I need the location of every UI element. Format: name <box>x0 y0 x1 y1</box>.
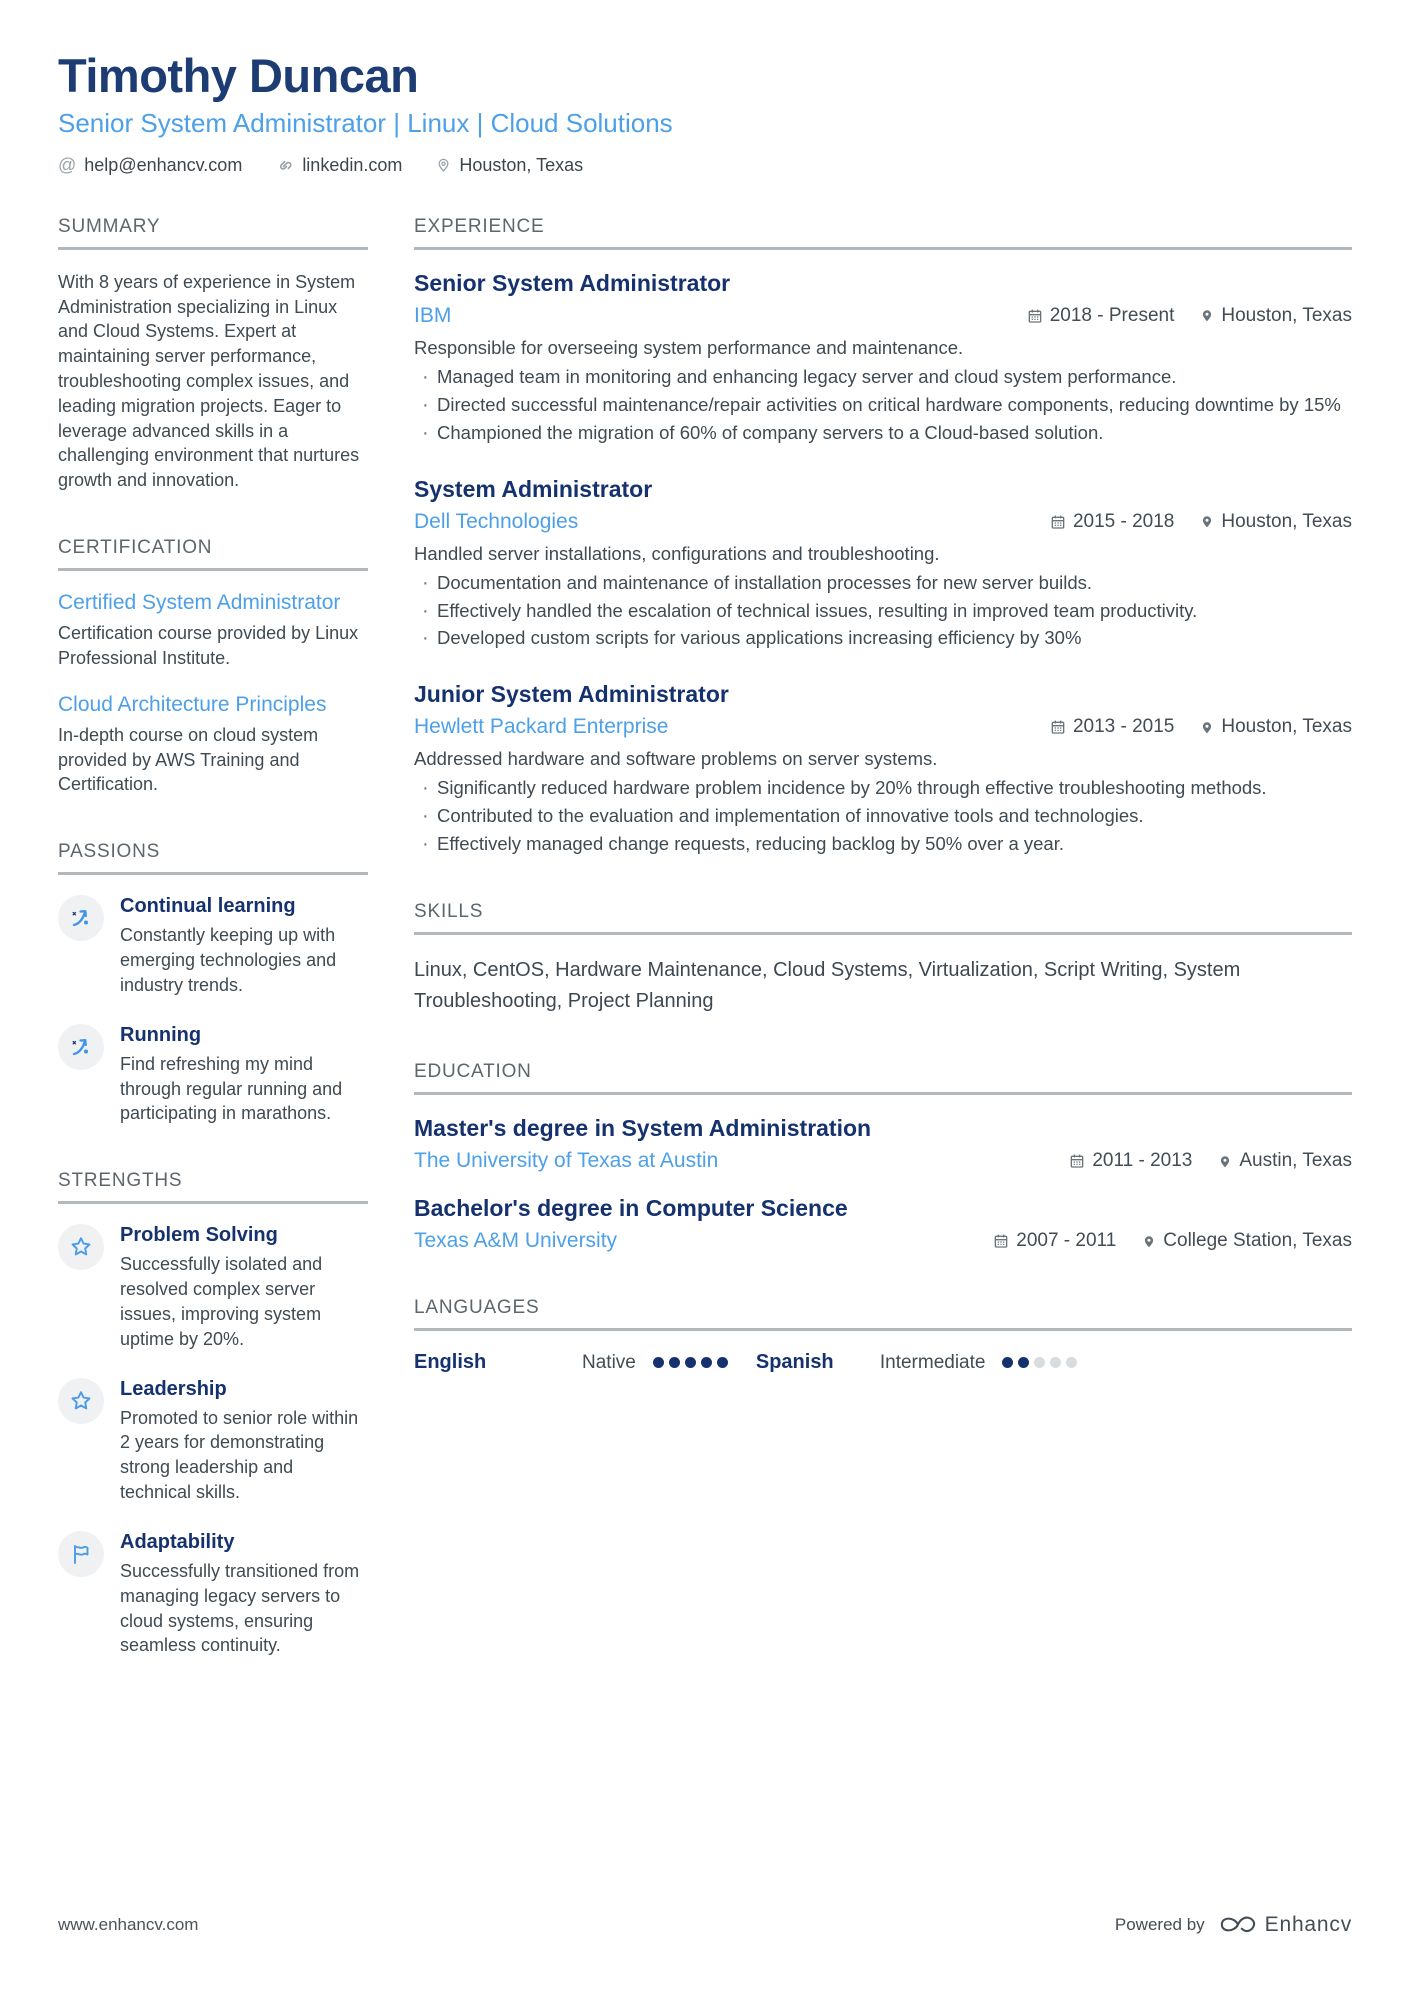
enhancv-brand[interactable] <box>1219 1912 1352 1937</box>
certification-title: Cloud Architecture Principles <box>58 692 327 716</box>
languages-heading: LANGUAGES <box>414 1297 1352 1331</box>
headline: Senior System Administrator | Linux | Cloud Solutions <box>58 107 673 138</box>
calendar-icon <box>1050 514 1066 530</box>
star-icon <box>58 1224 104 1270</box>
job-dates: 2015 - 2018 <box>1050 511 1174 533</box>
job-company: IBM <box>414 303 452 327</box>
contact-linkedin-text: linkedin.com <box>302 154 403 175</box>
job-summary: Responsible for overseeing system performance and maintenance. <box>414 336 964 358</box>
education-entry <box>414 1115 1352 1173</box>
job-location: Houston, Texas <box>1200 511 1352 533</box>
passion-title: Running <box>120 1023 202 1046</box>
job-title: Senior System Administrator <box>414 269 731 296</box>
language-name: Spanish <box>755 1351 834 1374</box>
job-location: Houston, Texas <box>1200 716 1352 738</box>
certification-heading: CERTIFICATION <box>58 537 368 571</box>
school-name: Texas A&M University <box>414 1229 618 1253</box>
summary-text: With 8 years of experience in System Administration specializing in Linux and Cloud Systems. Expert at maintaining server performance, troubleshooting complex issues, and leading migration projects. Eager to leverage advanced skills in a challenging environment that nurtures growth and innovation. <box>58 271 360 491</box>
strength-item <box>58 1224 368 1351</box>
passion-description: Constantly keeping up with emerging technologies and industry trends. <box>120 925 337 995</box>
right-column <box>414 216 1352 1703</box>
footer-website-link[interactable]: www.enhancv.com <box>58 1914 199 1934</box>
bullet-item: · Managed team in monitoring and enhancing legacy server and cloud system performance. <box>414 365 1352 390</box>
school-name: The University of Texas at Austin <box>414 1149 719 1173</box>
bullet-item: · Effectively managed change requests, reducing backlog by 50% over a year. <box>414 832 1352 857</box>
passion-title: Continual learning <box>120 895 296 918</box>
passion-description: Find refreshing my mind through regular running and participating in marathons. <box>120 1053 343 1124</box>
page-footer <box>58 1912 1352 1937</box>
location-pin-icon <box>1200 307 1214 324</box>
location-pin-icon <box>1200 719 1214 736</box>
powered-by-label: Powered by <box>1114 1914 1205 1934</box>
location-icon <box>436 156 451 174</box>
job-bullets <box>414 571 1352 652</box>
strength-description: Successfully transitioned from managing legacy servers to cloud systems, ensuring seamless continuity. <box>120 1560 360 1656</box>
degree-title: Master's degree in System Administration <box>414 1115 872 1142</box>
job-company: Hewlett Packard Enterprise <box>414 715 669 739</box>
location-pin-icon <box>1200 513 1214 530</box>
passion-item <box>58 1024 368 1126</box>
job-summary: Addressed hardware and software problems on server systems. <box>414 748 938 770</box>
skills-list: Linux, CentOS, Hardware Maintenance, Cloud Systems, Virtualization, Script Writing, System Troubleshooting, Project Planning <box>414 959 1241 1013</box>
contact-location-text: Houston, Texas <box>459 154 584 175</box>
calendar-icon <box>1050 719 1066 735</box>
strengths-heading: STRENGTHS <box>58 1170 368 1204</box>
strength-title: Adaptability <box>120 1530 235 1553</box>
person-name: Timothy Duncan <box>58 49 419 102</box>
star-icon <box>58 1378 104 1424</box>
bullet-item: · Significantly reduced hardware problem incidence by 20% through effective troubleshooting methods. <box>414 776 1352 801</box>
bullet-item: · Directed successful maintenance/repair activities on critical hardware components, reducing downtime by 15% <box>414 393 1352 418</box>
job-title: System Administrator <box>414 475 653 502</box>
strength-title: Leadership <box>120 1377 227 1400</box>
contact-row <box>58 155 1352 176</box>
skills-heading: SKILLS <box>414 901 1352 935</box>
education-location: College Station, Texas <box>1142 1230 1352 1252</box>
strength-title: Problem Solving <box>120 1224 278 1247</box>
calendar-icon <box>1027 308 1043 324</box>
contact-location <box>436 155 583 176</box>
left-column <box>58 216 368 1703</box>
education-location: Austin, Texas <box>1218 1150 1352 1172</box>
language-level: Native <box>582 1351 636 1373</box>
education-dates: 2011 - 2013 <box>1069 1150 1192 1172</box>
job-entry <box>414 476 1352 652</box>
job-summary: Handled server installations, configurations and troubleshooting. <box>414 542 940 564</box>
certification-title: Certified System Administrator <box>58 591 341 615</box>
summary-heading: SUMMARY <box>58 216 368 250</box>
degree-title: Bachelor's degree in Computer Science <box>414 1195 848 1222</box>
certification-description: Certification course provided by Linux Professional Institute. <box>58 623 359 668</box>
passions-heading: PASSIONS <box>58 841 368 875</box>
job-bullets <box>414 365 1352 446</box>
job-company: Dell Technologies <box>414 509 579 533</box>
bullet-item: · Championed the migration of 60% of company servers to a Cloud-based solution. <box>414 421 1352 446</box>
bullet-item: · Documentation and maintenance of installation processes for new server builds. <box>414 571 1352 596</box>
education-entry <box>414 1195 1352 1253</box>
route-arrow-icon <box>58 1024 104 1070</box>
strength-description: Promoted to senior role within 2 years for demonstrating strong leadership and technical skills. <box>120 1407 359 1503</box>
job-entry <box>414 681 1352 857</box>
enhancv-brand-name: Enhancv <box>1264 1912 1352 1936</box>
contact-email-text: help@enhancv.com <box>84 154 243 175</box>
experience-section <box>414 216 1352 858</box>
contact-email[interactable] <box>58 155 242 176</box>
calendar-icon <box>993 1233 1009 1249</box>
strength-description: Successfully isolated and resolved complex server issues, improving system uptime by 20%. <box>120 1254 323 1349</box>
certification-section <box>58 537 368 797</box>
passion-item <box>58 895 368 997</box>
flag-icon <box>58 1531 104 1577</box>
resume-body <box>58 216 1352 1703</box>
bullet-item: · Effectively handled the escalation of technical issues, resulting in improved team productivity. <box>414 599 1352 624</box>
location-pin-icon <box>1142 1233 1156 1250</box>
bullet-item: · Contributed to the evaluation and implementation of innovative tools and technologies. <box>414 804 1352 829</box>
link-icon <box>276 156 294 174</box>
language-item <box>756 1351 1078 1374</box>
passions-section <box>58 841 368 1126</box>
strengths-section <box>58 1170 368 1658</box>
education-heading: EDUCATION <box>414 1061 1352 1095</box>
education-dates: 2007 - 2011 <box>993 1230 1116 1252</box>
strength-item <box>58 1531 368 1658</box>
certification-item <box>58 693 368 797</box>
job-dates: 2018 - Present <box>1027 305 1175 327</box>
job-bullets <box>414 776 1352 857</box>
location-pin-icon <box>1218 1153 1232 1170</box>
summary-section <box>58 216 368 493</box>
language-proficiency-dots <box>648 1357 728 1368</box>
job-dates: 2013 - 2015 <box>1050 716 1174 738</box>
language-name: English <box>414 1351 487 1374</box>
languages-section <box>414 1297 1352 1374</box>
route-arrow-icon <box>58 895 104 941</box>
job-entry <box>414 270 1352 446</box>
certification-description: In-depth course on cloud system provided by AWS Training and Certification. <box>58 724 319 795</box>
language-proficiency-dots <box>997 1357 1077 1368</box>
language-level: Intermediate <box>879 1351 986 1373</box>
certification-item <box>58 591 368 671</box>
strength-item <box>58 1378 368 1505</box>
job-title: Junior System Administrator <box>414 681 729 708</box>
email-icon: @ <box>58 154 77 175</box>
skills-section <box>414 901 1352 1017</box>
enhancv-logo-icon <box>1219 1912 1257 1937</box>
education-section <box>414 1061 1352 1253</box>
resume-header <box>58 50 1352 176</box>
bullet-item: · Developed custom scripts for various applications increasing efficiency by 30% <box>414 626 1352 651</box>
contact-linkedin[interactable] <box>276 155 402 176</box>
language-item <box>414 1351 728 1374</box>
calendar-icon <box>1069 1153 1085 1169</box>
job-location: Houston, Texas <box>1200 305 1352 327</box>
experience-heading: EXPERIENCE <box>414 216 1352 250</box>
